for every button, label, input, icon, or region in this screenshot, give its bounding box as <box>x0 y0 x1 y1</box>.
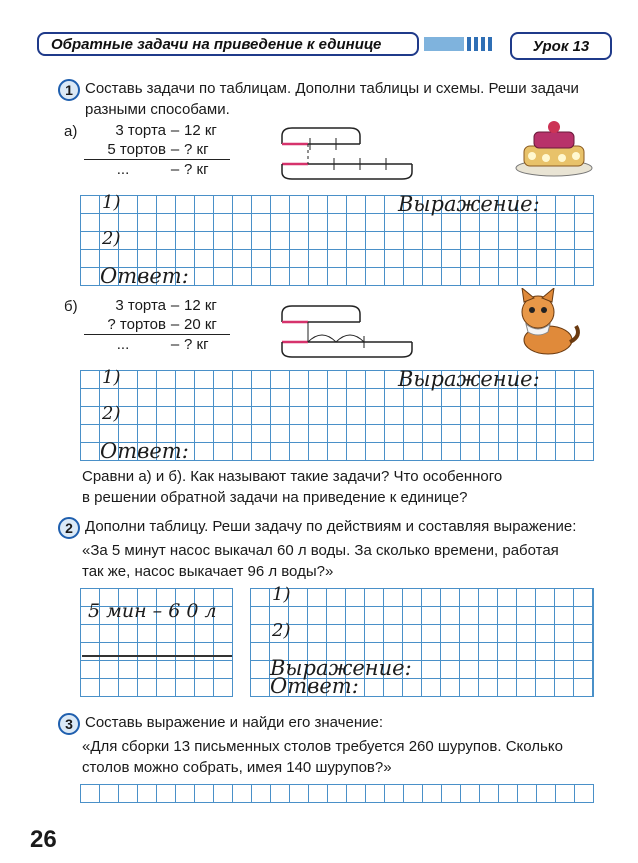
table-b-r3-right: ? кг <box>184 336 209 353</box>
cake-illustration <box>512 118 596 178</box>
table-a-r1-right: 12 кг <box>184 122 217 139</box>
table-b-r2-left: ? тортов <box>107 316 166 333</box>
table-b-r1-right: 12 кг <box>184 297 217 314</box>
task3-instruction: Составь выражение и найди его значение: <box>85 714 384 731</box>
header-decoration <box>424 37 492 51</box>
topic-title: Обратные задачи на приведение к единице <box>51 35 382 53</box>
task2-expression: Выражение: <box>270 656 412 680</box>
grid-a-step1: 1) <box>102 192 121 213</box>
task2-step2: 2) <box>272 620 291 641</box>
part-a-label: а) <box>64 123 78 140</box>
task2-step1: 1) <box>272 584 291 605</box>
task2-problem-line1: «За 5 минут насос выкачал 60 л воды. За сколько времени, работая <box>82 542 559 559</box>
task3-problem-line2: столов можно собрать, имея 140 шурупов?» <box>82 759 392 776</box>
task-number-2: 2 <box>58 517 80 539</box>
page-number: 26 <box>30 826 57 853</box>
task3-answer-grid <box>80 784 594 803</box>
table-b: 3 торта – 12 кг ? тортов – 20 кг ... – ? кг <box>80 296 230 354</box>
scheme-b <box>278 300 418 360</box>
cat-illustration <box>508 288 584 358</box>
task-number-3: 3 <box>58 713 80 735</box>
table-a: 3 торта – 12 кг 5 тортов – ? кг ... – ? кг <box>80 121 230 179</box>
task3-problem-line1: «Для сборки 13 письменных столов требуется 260 шурупов. Сколько <box>82 738 563 755</box>
task-number-1: 1 <box>58 79 80 101</box>
compare-question-line2: в решении обратной задачи на приведение к единице? <box>82 489 468 506</box>
grid-b-answer: Ответ: <box>100 439 189 463</box>
grid-b-expression: Выражение: <box>398 367 540 391</box>
part-b-label: б) <box>64 298 78 315</box>
lesson-label: Урок 13 <box>532 37 590 55</box>
task2-problem-line2: так же, насос выкачает 96 л воды?» <box>82 563 334 580</box>
table-a-r3-left: ... <box>116 161 130 178</box>
task2-instruction: Дополни таблицу. Реши задачу по действиям и составляя выражение: <box>85 518 577 535</box>
topic-header <box>37 32 419 56</box>
grid-b-step2: 2) <box>102 403 121 424</box>
grid-a-answer: Ответ: <box>100 264 189 288</box>
lesson-badge <box>510 32 612 60</box>
table-b-r1-left: 3 торта <box>115 297 166 314</box>
task2-table-divider <box>82 655 232 657</box>
table-b-r2-right: 20 кг <box>184 316 217 333</box>
task1-instruction-line1: Составь задачи по таблицам. Дополни таблицы и схемы. Реши задачи <box>85 80 579 97</box>
grid-a-step2: 2) <box>102 228 121 249</box>
table-a-r3-right: ? кг <box>184 161 209 178</box>
table-b-r3-left: ... <box>116 336 130 353</box>
scheme-a <box>278 122 418 182</box>
task1-instruction-line2: разными способами. <box>85 101 230 118</box>
task2-table-entry: 5 мин – 6 0 л <box>88 600 217 622</box>
task2-answer: Ответ: <box>270 674 359 698</box>
grid-a-expression: Выражение: <box>398 192 540 216</box>
table-a-r2-right: ? кг <box>184 141 209 158</box>
table-a-r1-left: 3 торта <box>115 122 166 139</box>
compare-question-line1: Сравни а) и б). Как называют такие задачи? Что особенного <box>82 468 503 485</box>
table-a-r2-left: 5 тортов <box>107 141 166 158</box>
grid-b-step1: 1) <box>102 367 121 388</box>
